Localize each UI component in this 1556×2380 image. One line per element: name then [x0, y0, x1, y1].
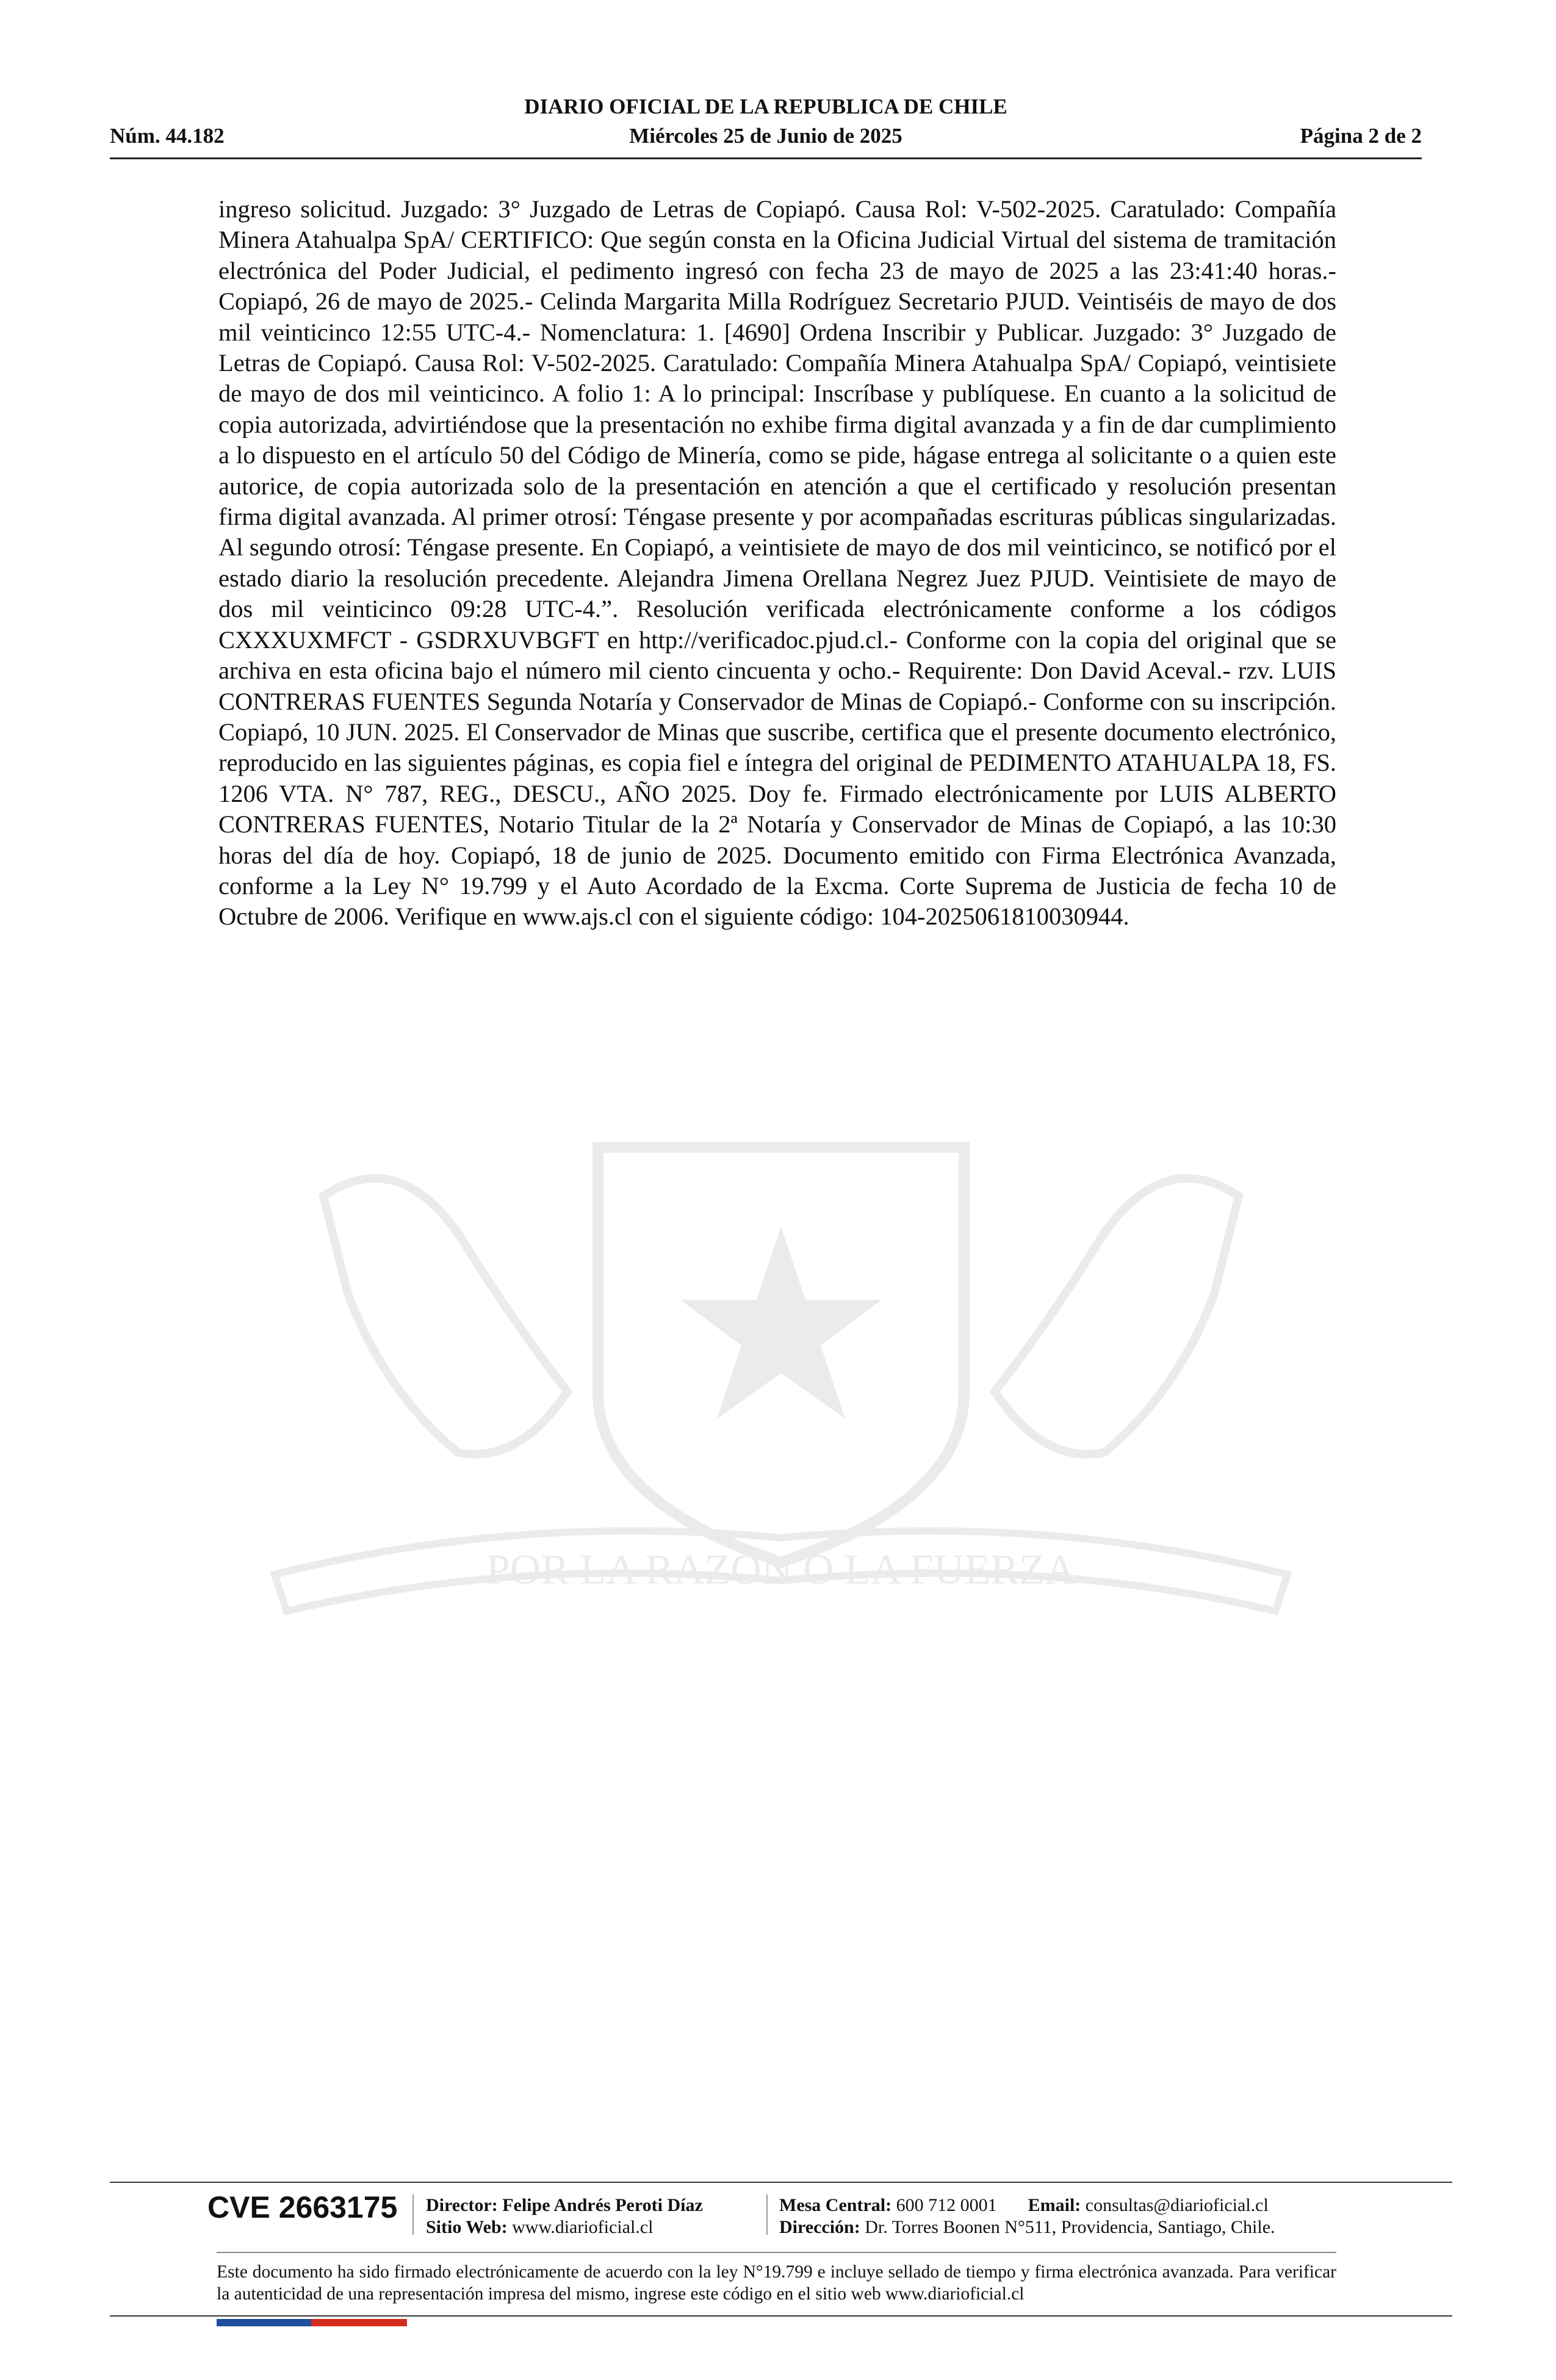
email-label: Email:	[1028, 2195, 1081, 2215]
coat-of-arms-condor	[995, 1178, 1239, 1454]
footer-director-block	[426, 2194, 703, 2238]
address-value: Dr. Torres Boonen N°511, Providencia, Santiago, Chile.	[865, 2217, 1275, 2237]
footer-contact-block	[779, 2194, 1275, 2238]
coat-of-arms-motto: POR LA RAZON O LA FUERZA	[486, 1546, 1076, 1593]
email-link[interactable]: consultas@diarioficial.cl	[1085, 2195, 1269, 2215]
document-body: ingreso solicitud. Juzgado: 3° Juzgado de Letras de Copiapó. Causa Rol: V-502-2025. Caratulado: Compañía Minera Atahualpa SpA/ CERTIFICO: Que según consta en la Oficina Judicial Virtual del sistema de tramitación electrónica del Poder Judicial, el pedimento ingresó con fecha 23 de mayo de 2025 a las 23:41:40 horas.- Copiapó, 26 de mayo de 2025.- Celinda Margarita Milla Rodríguez Secretario PJUD. Veintiséis de mayo de dos mil veinticinco 12:55 UTC-4.- Nomenclatura: 1. [4690] Ordena Inscribir y Publicar. Juzgado: 3° Juzgado de Letras de Copiapó. Causa Rol: V-502-2025. Caratulado: Compañía Minera Atahualpa SpA/ Copiapó, veintisiete de mayo de dos mil veinticinco. A folio 1: A lo principal: Inscríbase y publíquese. En cuanto a la solicitud de copia autorizada, advirtiéndose que la presentación no exhibe firma digital avanzada y a fin de dar cumplimiento a lo dispuesto en el artículo 50 del Código de Minería, como se pide, hágase entrega al solicitante o a quien este autorice, de copia autorizada solo de la presentación en atención a que el certificado y resolución presentan firma digital avanzada. Al primer otrosí: Téngase presente y por acompañadas escrituras públicas singularizadas. Al segundo otrosí: Téngase presente. En Copiapó, a veintisiete de mayo de dos mil veinticinco, se notificó por el estado diario la resolución precedente. Alejandra Jimena Orellana Negrez Juez PJUD. Veintisiete de mayo de dos mil veinticinco 09:28 UTC-4.”. Resolución verificada electrónicamente conforme a los códigos CXXXUXMFCT - GSDRXUVBGFT en http://verificadoc.pjud.cl.- Conforme con la copia del original que se archiva en esta oficina bajo el número mil ciento cincuenta y ocho.- Requirente: Don David Aceval.- rzv. LUIS CONTRERAS FUENTES Segunda Notaría y Conservador de Minas de Copiapó.- Conforme con su inscripción. Copiapó, 10 JUN. 2025. El Conservador de Minas que suscribe, certifica que el presente documento electrónico, reproducido en las siguientes páginas, es copia fiel e íntegra del original de PEDIMENTO ATAHUALPA 18, FS. 1206 VTA. N° 787, REG., DESCU., AÑO 2025. Doy fe. Firmado electrónicamente por LUIS ALBERTO CONTRERAS FUENTES, Notario Titular de la 2ª Notaría y Conservador de Minas de Copiapó, a las 10:30 horas del día de hoy. Copiapó, 18 de junio de 2025. Documento emitido con Firma Electrónica Avanzada, conforme a la Ley N° 19.799 y el Auto Acordado de la Excma. Corte Suprema de Justicia de fecha 10 de Octubre de 2006. Verifique en www.ajs.cl con el siguiente código: 104-2025061810030944.	[218, 195, 1336, 931]
director-name: Felipe Andrés Peroti Díaz	[502, 2195, 703, 2215]
director-label: Director:	[426, 2195, 498, 2215]
cve-code: CVE 2663175	[207, 2190, 398, 2224]
flag-stripe-blue	[217, 2319, 311, 2326]
phone-value: 600 712 0001	[896, 2195, 997, 2215]
flag-stripe-red	[311, 2319, 407, 2326]
coat-of-arms-huemul	[323, 1178, 567, 1454]
newspaper-title: DIARIO OFICIAL DE LA REPUBLICA DE CHILE	[524, 95, 1007, 118]
website-link[interactable]: www.diarioficial.cl	[512, 2217, 654, 2237]
footer-middle-divider	[217, 2252, 1336, 2253]
issue-number: Núm. 44.182	[110, 124, 225, 148]
footer-separator	[766, 2194, 768, 2235]
footer-top-divider	[110, 2182, 1452, 2183]
address-label: Dirección:	[779, 2217, 860, 2237]
phone-label: Mesa Central:	[779, 2195, 892, 2215]
footer-bottom-divider	[110, 2315, 1452, 2317]
coat-of-arms-watermark-icon	[201, 1074, 1361, 1660]
issue-date: Miércoles 25 de Junio de 2025	[629, 124, 902, 148]
page-header	[110, 95, 1422, 156]
footer-separator	[412, 2194, 414, 2235]
header-divider	[110, 157, 1422, 159]
coat-of-arms-star	[680, 1227, 882, 1419]
page-number: Página 2 de 2	[1300, 124, 1422, 148]
signature-disclaimer: Este documento ha sido firmado electrónicamente de acuerdo con la ley N°19.799 e incluye sellado de tiempo y firma electrónica avanzada. Para verificar la autenticidad de una representación impresa del mismo, ingrese este código en el sitio web www.diarioficial.cl	[217, 2262, 1336, 2304]
website-label: Sitio Web:	[426, 2217, 508, 2237]
